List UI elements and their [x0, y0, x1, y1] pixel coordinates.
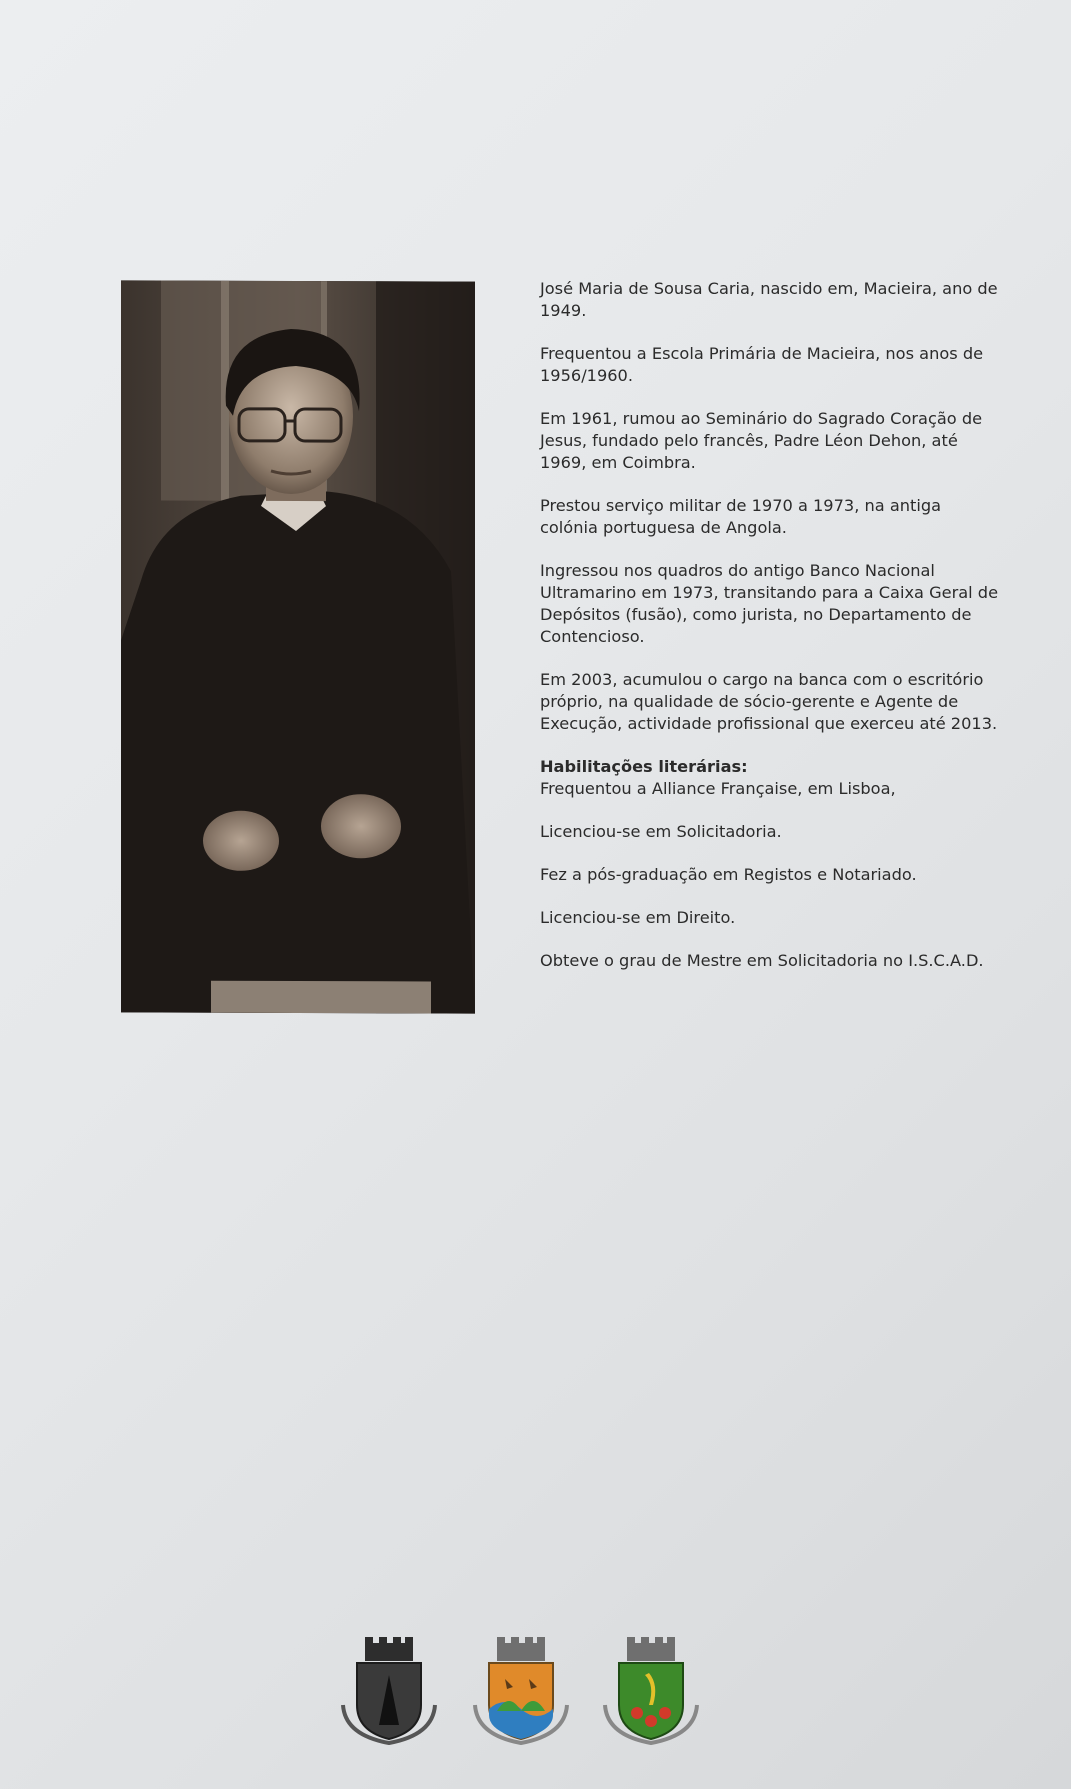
coat-of-arms-orange-icon [467, 1635, 575, 1745]
biography-text [540, 278, 1000, 993]
bio-paragraph-seminary: Em 1961, rumou ao Seminário do Sagrado Coração de Jesus, fundado pelo francês, Padre Léon Dehon, até 1969, em Coimbra. [540, 409, 983, 472]
bio-paragraph-military: Prestou serviço militar de 1970 a 1973, na antiga colónia portuguesa de Angola. [540, 496, 942, 537]
education-alliance: Frequentou a Alliance Française, em Lisboa, [540, 779, 896, 798]
education-law: Licenciou-se em Direito. [540, 908, 736, 927]
education-masters: Obteve o grau de Mestre em Solicitadoria no I.S.C.A.D. [540, 951, 984, 970]
coat-of-arms-dark-icon [335, 1635, 443, 1745]
portrait-image [121, 280, 475, 1013]
education-heading: Habilitações literárias: [540, 757, 748, 776]
crests-row [335, 1635, 715, 1745]
bio-paragraph-primary-school: Frequentou a Escola Primária de Macieira, nos anos de 1956/1960. [540, 344, 984, 385]
education-postgrad: Fez a pós-graduação em Registos e Notariado. [540, 865, 917, 884]
portrait-photo [121, 280, 475, 1013]
education-solicitadoria: Licenciou-se em Solicitadoria. [540, 822, 782, 841]
bio-paragraph-office: Em 2003, acumulou o cargo na banca com o escritório próprio, na qualidade de sócio-gerente e Agente de Execução, actividade profissional que exerceu até 2013. [540, 670, 998, 733]
bio-paragraph-birth: José Maria de Sousa Caria, nascido em, Macieira, ano de 1949. [540, 279, 998, 320]
bio-paragraph-bank: Ingressou nos quadros do antigo Banco Nacional Ultramarino em 1973, transitando para a Caixa Geral de Depósitos (fusão), como jurista, no Departamento de Contencioso. [540, 561, 999, 646]
coat-of-arms-green-icon [597, 1635, 705, 1745]
